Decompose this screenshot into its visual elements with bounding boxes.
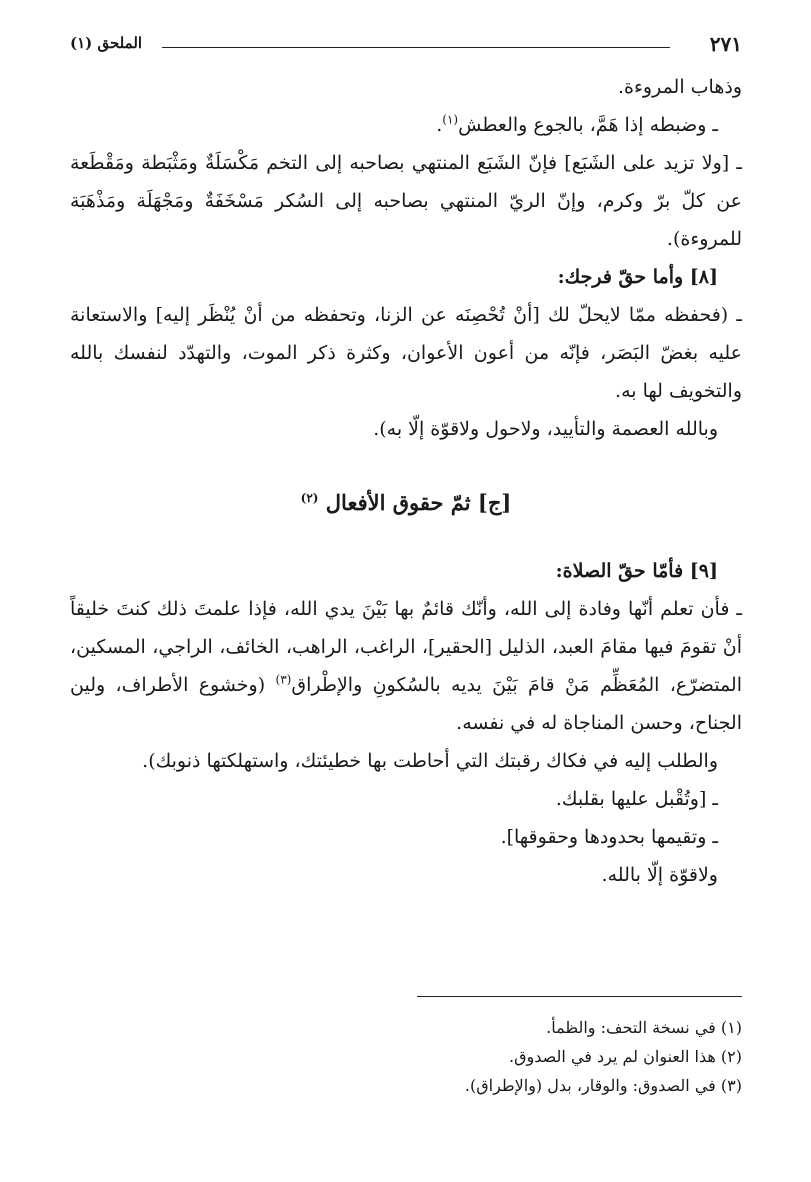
body-text [70, 68, 742, 894]
page-number: ٢٧١ [709, 32, 742, 56]
subheading-text: [٩] فأمّا حقّ الصلاة: [555, 560, 718, 582]
footnote-ref-1[interactable]: (١) [442, 112, 459, 127]
text-line: وذهاب المروءة. [617, 76, 742, 98]
text-line: ـ فأن تعلم أنّها وفادة إلى الله، وأنّك قائمٌ بها بَيْنَ يدي الله، فإذا علمتَ ذلك كنتَ خليقاً أنْ تقومَ فيها مقامَ العبد، الذليل [الحقير]، الراغب، الراهب، الخائف، الراجي، المسكين، المتضرّع، المُعَظِّم مَنْ قامَ بَيْنَ يديه بالسُكونِ والإطْراق [70, 598, 742, 696]
subheading-text: [٨] وأما حقّ فرجك: [557, 266, 718, 288]
paragraph [70, 780, 742, 818]
footnotes [70, 1013, 742, 1100]
paragraph [70, 818, 742, 856]
footnote-rule [417, 996, 742, 997]
page-header [70, 28, 742, 68]
text-line: ـ [ولا تزيد على الشَبَع] فإنّ الشَبَع المنتهي بصاحبه إلى التخم مَكْسَلَةٌ ومَثْبَطة ومَقْطَعة عن كلّ برّ وكرم، وإنّ الريّ المنتهي بصاحبه إلى السُكر مَسْخَفَةٌ ومَجْهَلَة ومَذْهَبَة للمروءة). [70, 152, 742, 250]
paragraph [70, 106, 742, 144]
paragraph [70, 856, 742, 894]
section-heading-text: [ج] ثمّ حقوق الأفعال [325, 490, 512, 515]
paragraph [70, 590, 742, 742]
subheading [70, 258, 742, 296]
header-rule [162, 47, 670, 48]
footnote-2: (٢) هذا العنوان لم يرد في الصدوق. [509, 1047, 742, 1066]
page [70, 28, 742, 1095]
running-title: الملحق (١) [70, 34, 143, 52]
text-line: ـ [وتُقْبل عليها بقلبك. [555, 788, 718, 810]
text-line: ـ وتقيمها بحدودها وحقوقها]. [500, 826, 718, 848]
text-line: (وخشوع الأطراف، ولين الجناح، وحسن المناجاة له في نفسه. [70, 674, 742, 734]
text-line: ولاقوّة إلّا بالله. [601, 864, 718, 886]
paragraph [70, 410, 742, 448]
paragraph [70, 68, 742, 106]
section-heading [70, 484, 742, 522]
text-line: ـ (فحفظه ممّا لايحلّ لك [أنْ تُحْصِنَه عن الزنا، وتحفظه من أنْ يُنْظَر إليه] والاستعانة عليه بغضّ البَصَر، فإنّه من أعون الأعوان، وكثرة ذكر الموت، والتهدّد لنفسك بالله والتخويف لها به. [70, 304, 742, 402]
footnote-1: (١) في نسخة التحف: والظمأ. [546, 1018, 742, 1037]
paragraph [70, 144, 742, 258]
text-line: والطلب إليه في فكاك رقبتك التي أحاطت بها خطيئتك، واستهلكتها ذنوبك). [142, 750, 718, 772]
text-line: وبالله العصمة والتأييد، ولاحول ولاقوّة إلّا به). [373, 418, 718, 440]
subheading [70, 552, 742, 590]
footnote-ref-2[interactable]: (٢) [300, 491, 319, 505]
footnote-3: (٣) في الصدوق: والوقار، بدل (والإطراق). [464, 1076, 742, 1095]
paragraph [70, 296, 742, 410]
paragraph [70, 742, 742, 780]
footnote-ref-3[interactable]: (٣) [275, 672, 292, 687]
text-line: . [436, 114, 443, 136]
text-line: ـ وضبطه إذا هَمَّ، بالجوع والعطش [458, 114, 718, 136]
